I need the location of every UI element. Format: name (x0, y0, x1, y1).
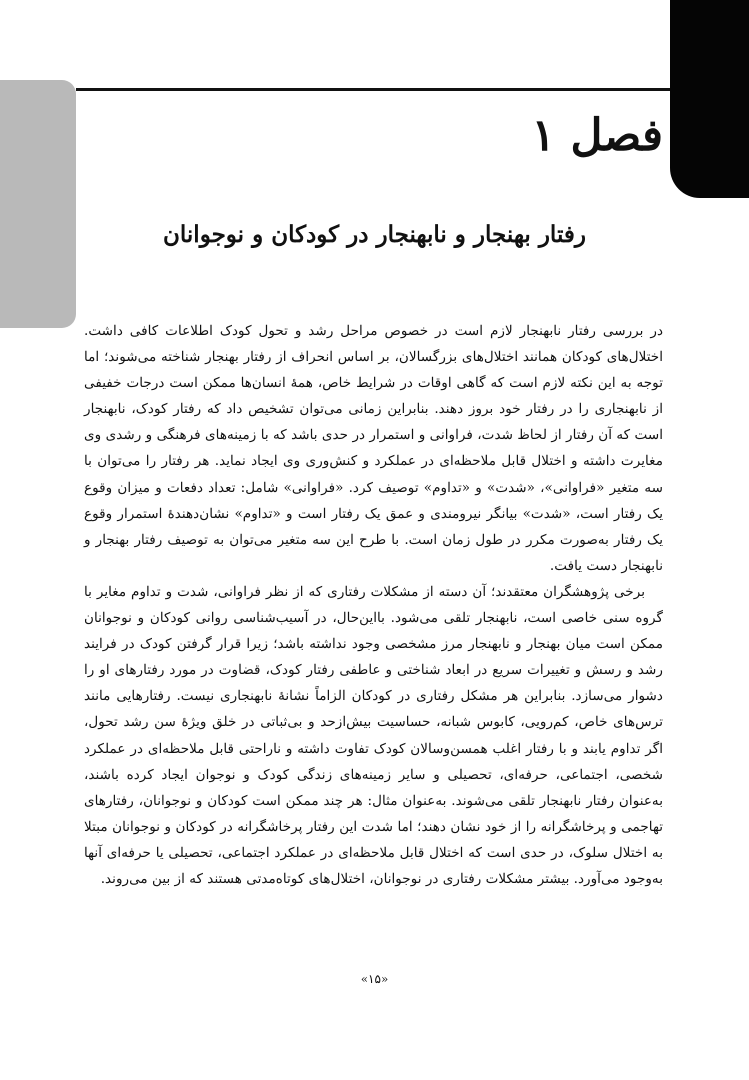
left-thumb-tab (0, 80, 76, 328)
body-text (84, 318, 663, 892)
paragraph-1: در بررسی رفتار نابهنجار لازم است در خصوص مراحل رشد و تحول کودک اطلاعات کافی داشت. اختلال‌های کودکان همانند اختلال‌های بزرگسالان، بر اساس انحراف از رفتار بهنجار شناخته می‌شوند؛ اما توجه به این نکته لازم است که گاهی اوقات در شرایط خاص، همهٔ انسان‌ها ممکن است درجات خفیفی از نابهنجاری را در رفتار خود بروز دهند. بنابراین زمانی می‌توان تشخیص داد که رفتار کودک، نابهنجار است که آن رفتار از لحاظ شدت، فراوانی و استمرار در حدی باشد که با زمینه‌های فرهنگی و رشدی وی مغایرت داشته و اختلال قابل ملاحظه‌ای در عملکرد و کنش‌وری وی ایجاد نماید. هر رفتار را می‌توان با سه متغیر «فراوانی»، «شدت» و «تداوم» توصیف کرد. «فراوانی» شامل: تعداد دفعات و میزان وقوع یک رفتار است، «شدت» بیانگر نیرومندی و عمق یک رفتار است و «تداوم» نشان‌دهندهٔ استمرار وقوع یک رفتار به‌صورت مکرر در طول زمان است. با طرح این سه متغیر می‌توان به توصیف رفتار بهنجار و نابهنجار دست یافت. (84, 323, 663, 574)
header-rule (76, 88, 670, 91)
paragraph-2: برخی پژوهشگران معتقدند؛ آن دسته از مشکلات رفتاری که از نظر فراوانی، شدت و تداوم مغایر با گروه سنی خاصی است، نابهنجار تلقی می‌شود. بااین‌حال، در آسیب‌شناسی روانی کودکان و نوجوانان ممکن است میان بهنجار و نابهنجار مرز مشخصی وجود نداشته باشد؛ زیرا قرار گرفتن کودک در فرایند رشد و رسش و تغییرات سریع در ابعاد شناختی و عاطفی رفتار کودک، قضاوت در مورد رفتارهای او را دشوار می‌سازد. بنابراین هر مشکل رفتاری در کودکان الزاماً نشانهٔ نابهنجاری نیست. رفتارهایی مانند ترس‌های خاص، کم‌رویی، کابوس شبانه، حساسیت بیش‌ازحد و بی‌ثباتی در خلق ویژهٔ سن رشد تحول، اگر تداوم یابند و با رفتار اغلب همسن‌وسالان کودک تفاوت داشته و ناراحتی قابل ملاحظه‌ای در عملکرد شخصی، اجتماعی، حرفه‌ای، تحصیلی و سایر زمینه‌های زندگی کودک و نوجوان ایجاد کرده باشند، به‌عنوان رفتار نابهنجار تلقی می‌شوند. به‌عنوان مثال: هر چند ممکن است کودکان و نوجوانان، رفتارهای تهاجمی و پرخاشگرانه را از خود نشان دهند؛ اما شدت این رفتار پرخاشگرانه در کودکان و نوجوانان مبتلا به اختلال سلوک، در حدی است که اختلال قابل ملاحظه‌ای در عملکرد اجتماعی، تحصیلی یا حرفه‌ای آنها به‌وجود می‌آورد. بیشتر مشکلات رفتاری در نوجوانان، اختلال‌های کوتاه‌مدتی هستند که از بین می‌روند. (84, 583, 663, 887)
page-number: «۱۵» (360, 972, 389, 986)
chapter-title: فصل ۱ (531, 110, 663, 161)
section-title: رفتار بهنجار و نابهنجار در کودکان و نوجوانان (163, 221, 586, 248)
chapter-corner-block (670, 0, 749, 198)
